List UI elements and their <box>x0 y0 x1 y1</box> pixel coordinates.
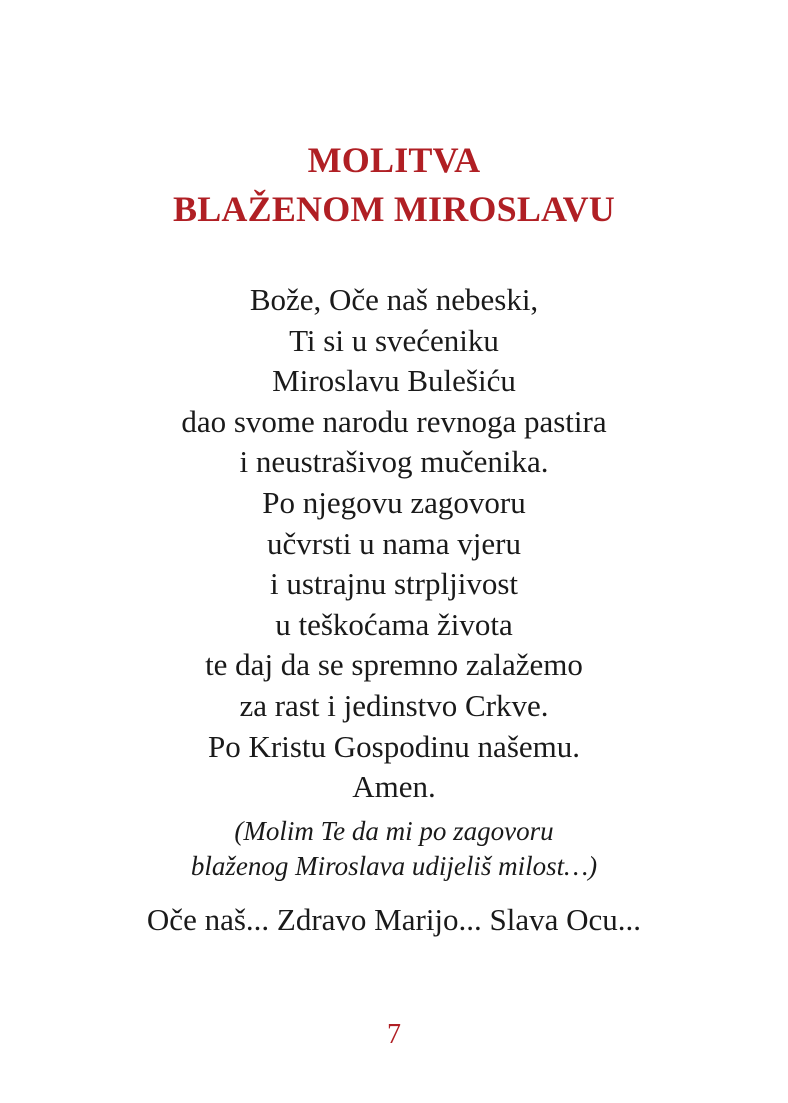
closing-prayers: Oče naš... Zdravo Marijo... Slava Ocu... <box>146 902 642 937</box>
title-line-2: BLAŽENOM MIROSLAVU <box>173 189 615 229</box>
prayer-line: učvrsti u nama vjeru <box>267 525 521 561</box>
prayer-line-amen: Amen. <box>352 769 436 805</box>
prayer-line: Bože, Oče naš nebeski, <box>249 282 539 317</box>
prayer-text <box>0 280 788 808</box>
note-line-2: blaženog Miroslava udijeliš milost…) <box>190 851 598 881</box>
title-line-1: MOLITVA <box>307 140 481 180</box>
prayer-line: Po njegovu zagovoru <box>262 484 526 520</box>
prayer-line: Ti si u svećeniku <box>289 322 499 358</box>
prayer-line: Miroslavu Bulešiću <box>272 363 516 399</box>
note-line-1: (Molim Te da mi po zagovoru <box>234 816 554 846</box>
prayer-line: i neustrašivog mučenika. <box>239 444 549 480</box>
prayer-line: i ustrajnu strpljivost <box>270 566 518 602</box>
prayer-line: za rast i jedinstvo Crkve. <box>239 687 549 723</box>
prayer-line: Po Kristu Gospodinu našemu. <box>208 728 580 764</box>
prayer-line: u teškoćama života <box>275 606 513 642</box>
prayer-line: dao svome narodu revnoga pastira <box>181 403 607 439</box>
page-title <box>0 136 788 234</box>
prayer-line: te daj da se spremno zalažemo <box>205 647 583 683</box>
page-number: 7 <box>387 1019 401 1050</box>
intention-note <box>0 814 788 884</box>
